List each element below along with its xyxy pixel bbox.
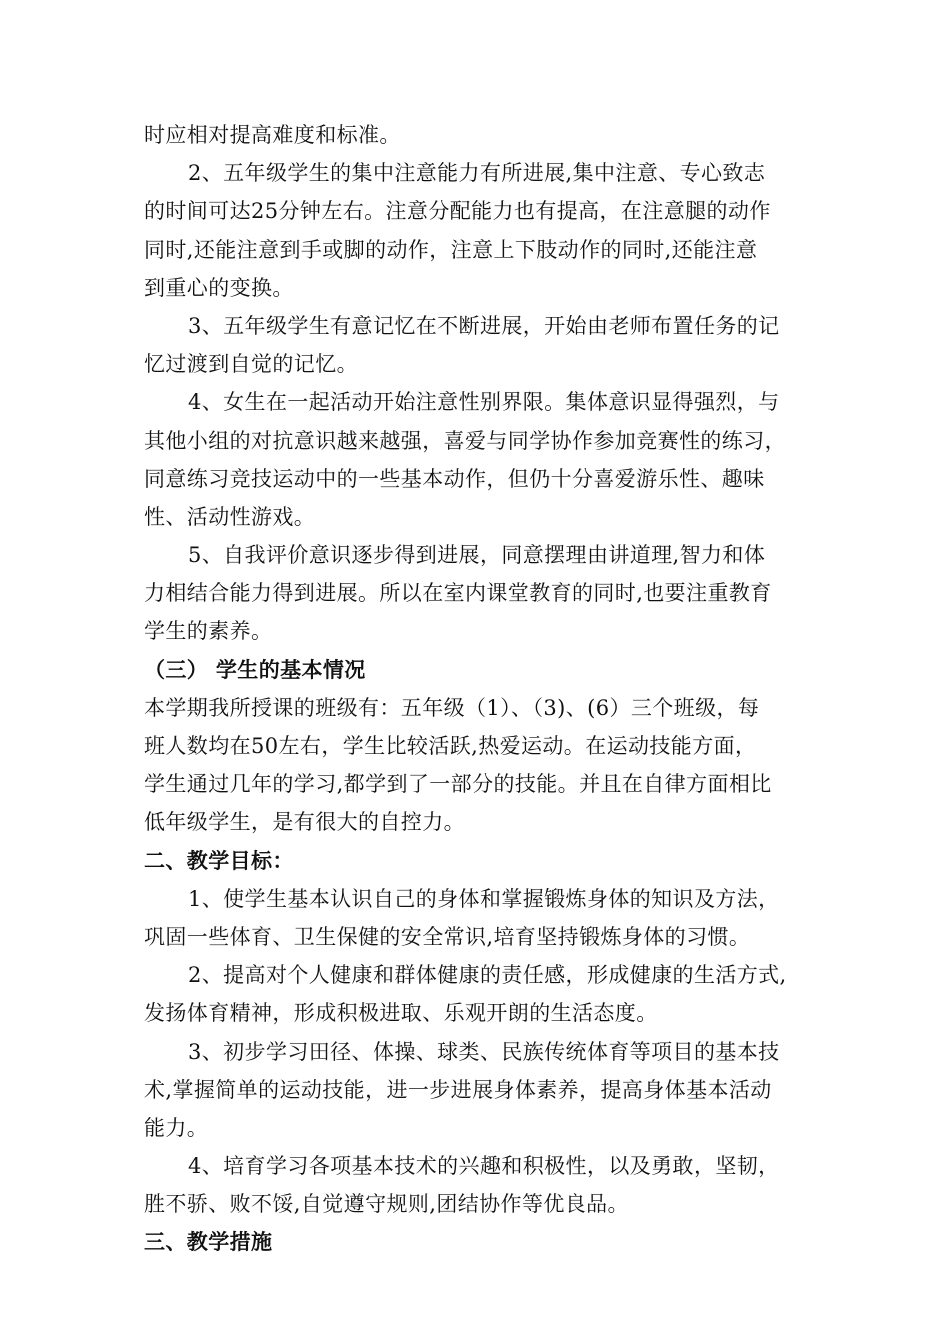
text-line: 同时,还能注意到手或脚的动作，注意上下肢动作的同时,还能注意	[144, 237, 758, 262]
text-line: 同意练习竞技运动中的一些基本动作，但仍十分喜爱游乐性、趣味	[144, 466, 765, 491]
text-line: 能力。	[144, 1115, 209, 1140]
text-line: 到重心的变换。	[144, 275, 294, 300]
text-line: 力相结合能力得到进展。所以在室内课堂教育的同时,也要注重教育	[144, 581, 772, 606]
text-line: 班人数均在50左右，学生比较活跃,热爱运动。在运动技能方面，	[144, 734, 757, 758]
text-line: 巩固一些体育、卫生保健的安全常识,培育坚持锻炼身体的习惯。	[144, 924, 751, 949]
text-line: 术,掌握简单的运动技能，进一步进展身体素养，提高身体基本活动	[144, 1077, 772, 1102]
text-line: 发扬体育精神，形成积极进取、乐观开朗的生活态度。	[144, 1001, 658, 1026]
paragraph-start-line: 4、女生在一起活动开始注意性别界限。集体意识显得强烈，与	[188, 390, 780, 415]
text-line: 本学期我所授课的班级有：五年级（1）、（3)、(6）三个班级，每	[144, 695, 760, 720]
paragraph-start-line: 2、五年级学生的集中注意能力有所进展,集中注意、专心致志	[188, 161, 766, 186]
text-line: 低年级学生，是有很大的自控力。	[144, 810, 465, 835]
paragraph-start-line: 1、使学生基本认识自己的身体和掌握锻炼身体的知识及方法，	[188, 886, 780, 911]
paragraph-start-line: 4、培育学习各项基本技术的兴趣和积极性，以及勇敢，坚韧，	[188, 1154, 780, 1179]
text-line: 学生的素养。	[144, 619, 273, 644]
paragraph-start-line: 3、五年级学生有意记忆在不断进展，开始由老师布置任务的记	[188, 313, 780, 338]
text-line: 学生通过几年的学习,都学到了一部分的技能。并且在自律方面相比	[144, 772, 772, 797]
section-heading: 二、教学目标：	[144, 847, 294, 873]
text-line: 的时间可达25分钟左右。注意分配能力也有提高，在注意腿的动作	[144, 199, 771, 224]
section-heading: 三、教学措施	[144, 1229, 273, 1255]
text-line: 其他小组的对抗意识越来越强，喜爱与同学协作参加竞赛性的练习，	[144, 428, 786, 453]
section-heading: （三） 学生的基本情况	[144, 656, 366, 682]
document-page	[144, 116, 824, 1262]
text-line: 时应相对提高难度和标准。	[144, 123, 401, 147]
text-line: 忆过渡到自觉的记忆。	[144, 352, 358, 377]
paragraph-start-line: 3、初步学习田径、体操、球类、民族传统体育等项目的基本技	[188, 1039, 780, 1064]
paragraph-start-line: 2、提高对个人健康和群体健康的责任感，形成健康的生活方式,	[188, 963, 787, 988]
text-line: 性、活动性游戏。	[144, 504, 316, 529]
text-line: 胜不骄、败不馁,自觉遵守规则,团结协作等优良品。	[144, 1192, 629, 1217]
paragraph-start-line: 5、自我评价意识逐步得到进展，同意摆理由讲道理,智力和体	[188, 543, 766, 568]
